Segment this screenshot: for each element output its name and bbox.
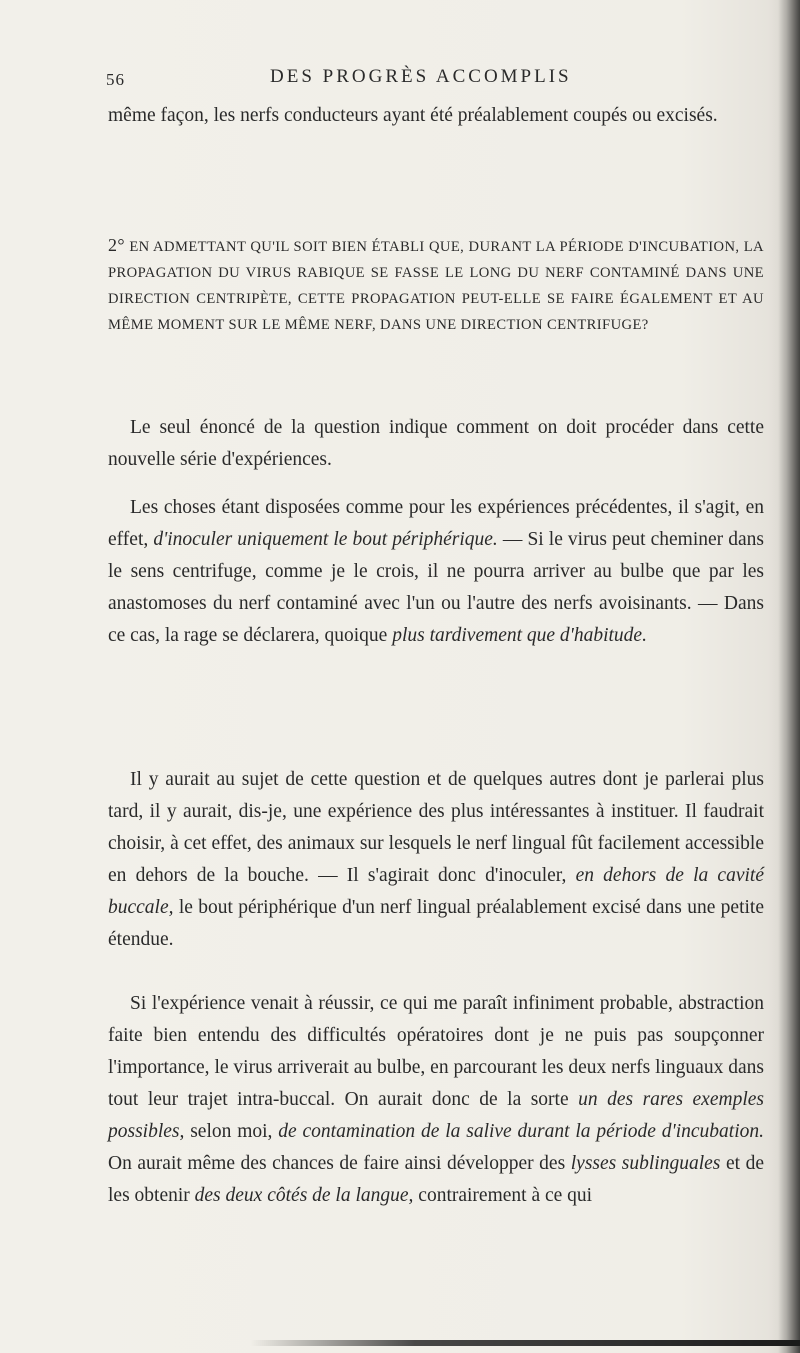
p3-emphasis-2: plus tardivement que d'habitude. — [392, 625, 647, 646]
p4-text-a: Il y aurait au sujet de cette question et de quelques autres dont je parlerai plus tard, il y aurait, dis-je, une expérience des plus intéressantes à instituer. Il faudrait choisir, à cet effet, des animaux sur lesquels le nerf lingual fût facilement accessible en dehors de la bouche. — Il s'agirait donc d'inoculer, — [108, 769, 764, 886]
paragraph-statement-text: Le seul énoncé de la question indique comment on doit procéder dans cette nouvelle série d'expériences. — [108, 417, 764, 470]
p5-text-b: selon moi, — [184, 1121, 279, 1142]
bottom-edge-shadow — [250, 1340, 800, 1346]
paragraph-procedure-text — [108, 492, 764, 652]
paragraph-experiment — [108, 764, 764, 956]
p3-text-a: Les choses étant disposées comme pour les expériences précédentes, il s'agit, en effet, — [108, 497, 764, 550]
running-title: DES PROGRÈS ACCOMPLIS — [270, 66, 572, 87]
p5-emphasis-3: lysses sublinguales — [570, 1153, 721, 1174]
page-edge-shadow — [778, 0, 800, 1353]
question-heading — [108, 232, 764, 338]
p3-text-b: — Si le virus peut cheminer dans le sens centrifuge, comme je le crois, il ne pourra arriver au bulbe que par les anastomoses du nerf contaminé avec l'un ou l'autre des nerfs avoisinants. — Dans ce cas, la rage se déclarera, quoique — [108, 529, 764, 646]
paragraph-outcome — [108, 988, 764, 1212]
page-number: 56 — [106, 70, 125, 89]
paragraph-outcome-text — [108, 988, 764, 1212]
paragraph-statement — [108, 412, 764, 476]
p5-text-e: contrairement à ce qui — [413, 1185, 593, 1206]
p5-text-a: Si l'expérience venait à réussir, ce qui me paraît infiniment probable, abstraction faite bien entendu des difficultés opératoires dont je ne puis pas soupçonner l'importance, le virus arriverait au bulbe, en parcourant les deux nerfs linguaux dans tout leur trajet intra-buccal. On aurait donc de la sorte — [108, 993, 764, 1110]
question-text: EN ADMETTANT QU'IL SOIT BIEN ÉTABLI QUE, DURANT LA PÉRIODE D'INCUBATION, LA PROPAGATION DU VIRUS RABIQUE SE FASSE LE LONG DU NERF CONTAMINÉ DANS UNE DIRECTION CENTRIPÈTE, CETTE PROPAGATION PEUT-ELLE SE FAIRE ÉGALEMENT ET AU MÊME MOMENT SUR LE MÊME NERF, DANS UNE DIRECTION CENTRIFUGE? — [108, 239, 764, 333]
p5-emphasis-4: des deux côtés de la langue, — [194, 1185, 414, 1206]
p4-emphasis-1: en dehors de la cavité buccale, — [108, 865, 764, 918]
continuation-paragraph — [108, 100, 764, 132]
paragraph-procedure — [108, 492, 764, 652]
p5-text-c: On aurait même des chances de faire ainsi développer des — [108, 1153, 571, 1174]
p5-emphasis-2: de contamination de la salive durant la période d'incubation. — [278, 1121, 764, 1142]
p5-emphasis-1: un des rares exemples possibles, — [108, 1089, 764, 1142]
p4-text-b: le bout périphérique d'un nerf lingual préalablement excisé dans une petite étendue. — [108, 897, 764, 950]
paragraph-experiment-text — [108, 764, 764, 956]
p3-emphasis-1: d'inoculer uniquement le bout périphérique. — [153, 529, 498, 550]
question-number: 2° — [108, 235, 125, 255]
continuation-text: même façon, les nerfs conducteurs ayant été préalablement coupés ou excisés. — [108, 105, 718, 126]
p5-text-d: et de les obtenir — [108, 1153, 764, 1206]
page-header — [106, 66, 746, 100]
